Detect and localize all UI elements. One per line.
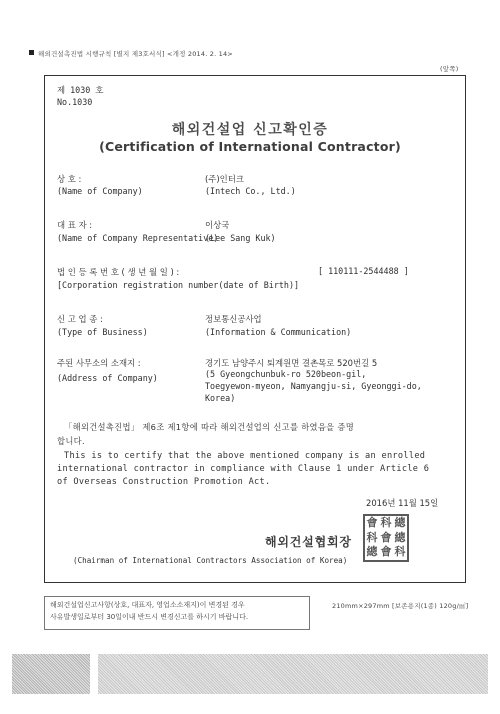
issue-date: 2016년 11월 15일 [366,498,439,508]
representative-label-en: (Name of Company Representative) [57,233,219,243]
business-label-en: (Type of Business) [57,327,148,337]
seal-char: 總 [366,545,378,559]
business-value-en: (Information & Communication) [205,327,352,337]
seal-char: 總 [394,516,406,529]
bullet-square-icon [29,50,34,55]
company-label-en: (Name of Company) [57,186,143,196]
issuer-en: (Chairman of International Contractors Association of Korea) [73,556,348,565]
title-english: (Certification of International Contractor) [99,139,401,154]
seal-char: 總 [394,530,406,544]
company-value-ko: (주)인터크 [205,174,244,184]
statement-ko-2: 합니다. [57,436,85,446]
seal-char: 科 [380,516,392,529]
title-korean: 해외건설업 신고확인증 [171,122,329,138]
seal-char: 科 [394,545,406,559]
company-value-en: (Intech Co., Ltd.) [205,186,296,196]
address-label-ko: 주된 사무소의 소재지 : [57,358,141,368]
representative-label-ko: 대 표 자 : [57,220,93,230]
form-reference: 해외건설촉진법 시행규칙 [별지 제3호서식] <개정 2014. 2. 14> [38,50,233,58]
address-value-ko: 경기도 남양주시 퇴계원면 결촌목로 520번길 5 [205,358,378,368]
address-value-en-3: Korea) [205,393,236,403]
doc-number-ko: 제 1030 호 [57,85,104,95]
address-label-en: (Address of Company) [57,373,158,383]
representative-value-en: (Lee Sang Kuk) [205,233,276,243]
statement-en-1: This is to certify that the above mentioned company is an enrolled [64,451,426,461]
notice-line-1: 해외건설업신고사항(상호, 대표자, 영업소소재지)이 변경된 경우 [50,601,245,609]
address-value-en-2: Toegyewon-myeon, Namyangju-si, Gyeonggi-do, [205,381,422,391]
seal-char: 會 [366,516,378,529]
statement-en-3: of Overseas Construction Promotion Act. [57,477,271,487]
seal-char: 會 [380,545,392,559]
seal-char: 會 [380,530,392,544]
paper-spec: 210mm×297mm [보존용지(1종) 120g/㎡] [332,602,469,610]
seal-char: 科 [366,530,378,544]
scan-noise-left [12,654,90,694]
side-note: (앞쪽) [440,65,459,73]
corp-reg-value: [ 110111-2544488 ] [318,266,409,276]
corp-reg-label-en: [Corporation registration number(date of Birth)] [57,280,300,290]
company-label-ko: 상 호 : [57,174,82,184]
official-seal [363,514,409,562]
scan-noise-strip [98,654,488,694]
issuer-ko: 해외건설협회장 [265,535,352,549]
statement-ko-1: 「해외건설촉진법」 제6조 제1항에 따라 해외건설업의 신고를 하였음을 증명 [64,422,355,432]
doc-number-en: No.1030 [57,97,93,107]
representative-value-ko: 이상국 [205,220,230,230]
business-value-ko: 정보통신공사업 [205,314,262,324]
business-label-ko: 신 고 업 종 : [57,314,103,324]
corp-reg-label-ko: 법 인 등 록 번 호 ( 생 년 월 일 ) : [57,267,180,277]
statement-en-2: international contractor in compliance with Clause 1 under Article 6 [57,464,430,474]
address-value-en-1: (5 Gyeongchunbuk-ro 520beon-gil, [205,369,367,379]
notice-line-2: 사유발생일로부터 30일이내 반드시 변경신고를 하시기 바랍니다. [50,613,249,621]
